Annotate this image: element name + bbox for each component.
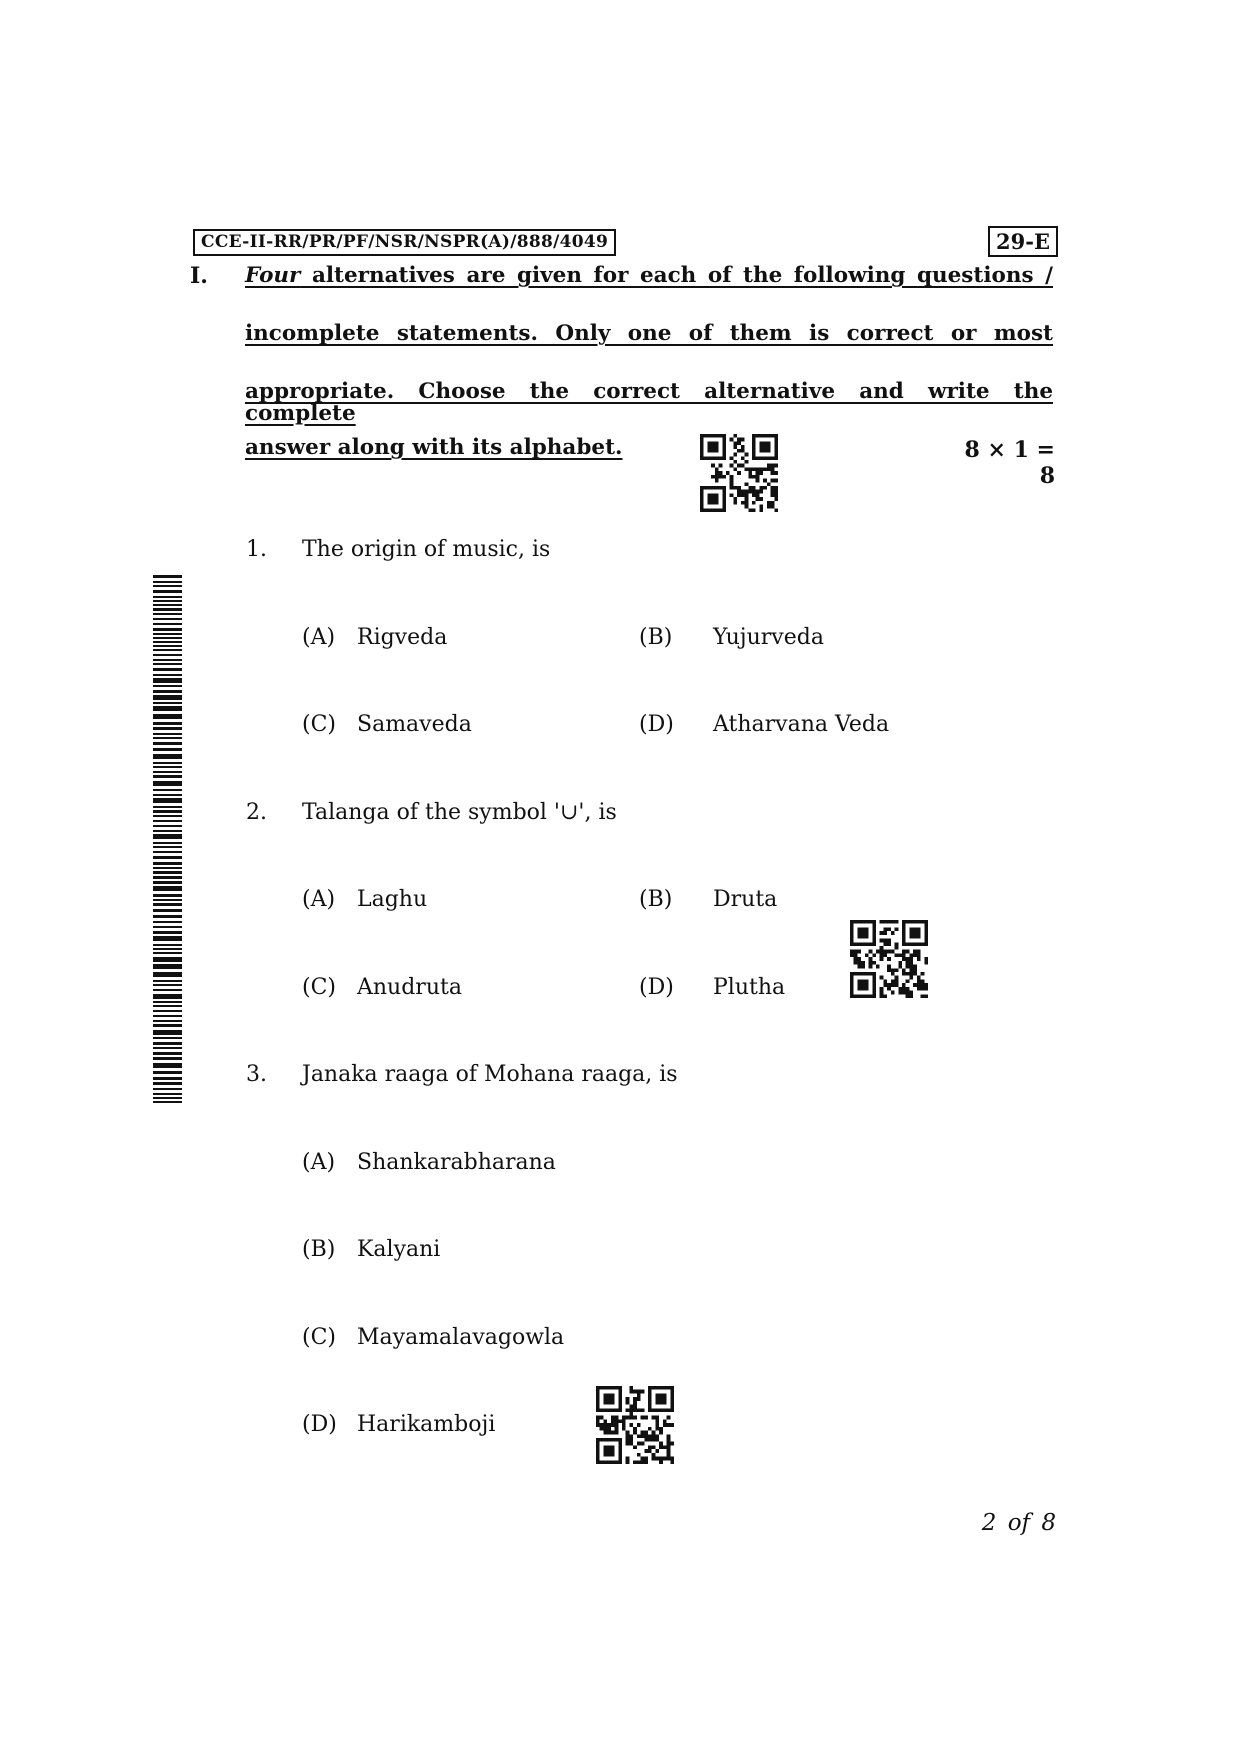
question-3-option-d: Harikamboji: [357, 1412, 496, 1437]
question-2-option-b: Druta: [713, 887, 778, 912]
question-2-option-d-letter: (D): [639, 975, 674, 1000]
question-3-option-c: Mayamalavagowla: [357, 1325, 565, 1350]
qr-code-middle: [850, 920, 928, 998]
qr-code-bottom: [596, 1386, 674, 1464]
page-number: 2 of 8: [981, 1510, 1056, 1536]
question-1-option-b: Yujurveda: [713, 625, 824, 650]
question-3-text: Janaka raaga of Mohana raaga, is: [302, 1062, 678, 1087]
question-2-option-d: Plutha: [713, 975, 786, 1000]
instruction-line-1: [245, 265, 1053, 287]
question-3-option-b-letter: (B): [302, 1237, 336, 1262]
paper-number: 29-E: [988, 226, 1058, 257]
question-1-number: 1.: [246, 537, 267, 562]
instruction-line-1-text: alternatives are given for each of the following questions /: [300, 263, 1053, 288]
question-1-option-b-letter: (B): [639, 625, 673, 650]
question-2-option-a: Laghu: [357, 887, 428, 912]
section-number: I.: [190, 263, 208, 289]
question-3-number: 3.: [246, 1062, 267, 1087]
question-3-option-c-letter: (C): [302, 1325, 336, 1350]
question-3-option-a: Shankarabharana: [357, 1150, 556, 1175]
question-1-option-c: Samaveda: [357, 712, 472, 737]
question-3-option-a-letter: (A): [302, 1150, 336, 1175]
question-3-option-b: Kalyani: [357, 1237, 441, 1262]
qr-code-top: [700, 434, 778, 512]
question-2-option-c: Anudruta: [357, 975, 462, 1000]
marks-scheme: 8 × 1 = 8: [964, 437, 1055, 489]
question-1-option-d-letter: (D): [639, 712, 674, 737]
barcode: [153, 575, 182, 1107]
question-2-option-c-letter: (C): [302, 975, 336, 1000]
question-1-option-a-letter: (A): [302, 625, 336, 650]
paper-code: CCE-II-RR/PR/PF/NSR/NSPR(A)/888/4049: [193, 229, 616, 256]
question-2-option-b-letter: (B): [639, 887, 673, 912]
question-2-option-a-letter: (A): [302, 887, 336, 912]
instruction-line-3: appropriate. Choose the correct alternative and write the complete: [245, 379, 1053, 426]
instruction-line-2: incomplete statements. Only one of them is correct or most: [245, 321, 1053, 346]
question-1-option-a: Rigveda: [357, 625, 448, 650]
question-3-option-d-letter: (D): [302, 1412, 337, 1437]
question-2-number: 2.: [246, 800, 267, 825]
instruction-line-4: answer along with its alphabet.: [245, 435, 623, 460]
question-1-text: The origin of music, is: [302, 537, 551, 562]
question-1-option-d: Atharvana Veda: [713, 712, 890, 737]
instruction-italic-word: Four: [245, 263, 301, 288]
question-1-option-c-letter: (C): [302, 712, 336, 737]
question-2-text: Talanga of the symbol '∪', is: [302, 800, 617, 825]
